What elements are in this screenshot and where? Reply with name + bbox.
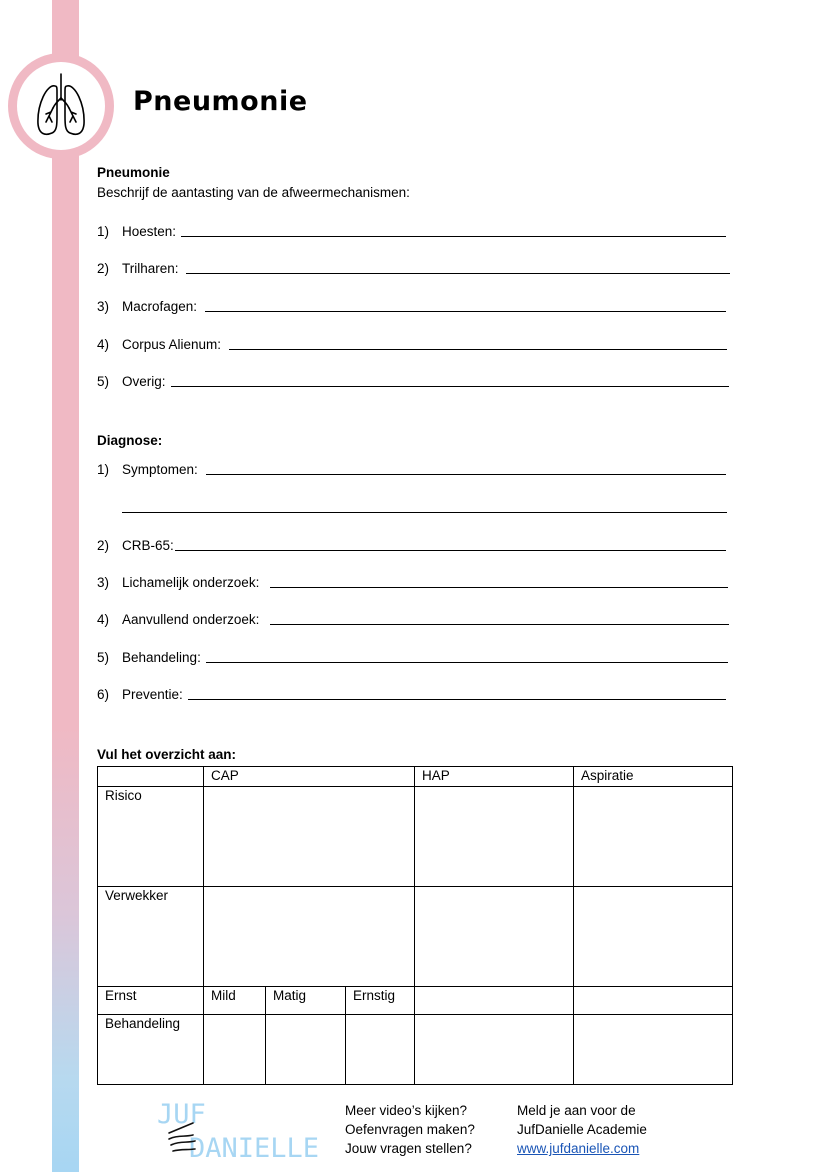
answer-line[interactable]: [206, 474, 726, 475]
item-label: Corpus Alienum:: [122, 337, 222, 352]
item-label: Preventie:: [122, 687, 183, 702]
footer-text: Oefenvragen maken?: [345, 1122, 475, 1137]
severity-mild: Mild: [204, 987, 266, 1015]
item-label: Macrofagen:: [122, 299, 198, 314]
website-link[interactable]: www.jufdanielle.com: [517, 1141, 640, 1156]
column-header-hap: HAP: [415, 767, 574, 787]
row-header-risico: Risico: [98, 787, 204, 887]
table-row: [98, 887, 733, 987]
answer-line[interactable]: [270, 624, 729, 625]
severity-matig: Matig: [266, 987, 346, 1015]
item-label: Hoesten:: [122, 224, 177, 239]
overview-table: [97, 766, 733, 1085]
item-label: Behandeling:: [122, 650, 201, 665]
severity-ernstig: Ernstig: [346, 987, 415, 1015]
answer-line[interactable]: [171, 386, 729, 387]
footer-text: Meld je aan voor de: [517, 1103, 636, 1118]
item-label: Trilharen:: [122, 261, 179, 276]
column-header-aspiratie: Aspiratie: [574, 767, 733, 787]
answer-cell[interactable]: [415, 887, 574, 987]
answer-line[interactable]: [229, 349, 727, 350]
table-row: [98, 1015, 733, 1085]
item-number: 3): [97, 575, 110, 590]
answer-cell[interactable]: [346, 1015, 415, 1085]
item-label: Aanvullend onderzoek:: [122, 612, 260, 627]
answer-cell[interactable]: [266, 1015, 346, 1085]
footer-text: JufDanielle Academie: [517, 1122, 647, 1137]
item-number: 2): [97, 261, 110, 276]
answer-cell[interactable]: [574, 787, 733, 887]
answer-line[interactable]: [175, 550, 726, 551]
answer-cell[interactable]: [415, 1015, 574, 1085]
item-label: CRB-65:: [122, 538, 174, 553]
footer-text: Jouw vragen stellen?: [345, 1141, 472, 1156]
item-number: 6): [97, 687, 110, 702]
jufdanielle-logo: [157, 1095, 322, 1161]
table-header-row: [98, 767, 733, 787]
item-number: 5): [97, 650, 110, 665]
item-number: 4): [97, 612, 110, 627]
answer-cell[interactable]: [204, 1015, 266, 1085]
header-emblem: [8, 53, 114, 159]
item-number: 4): [97, 337, 110, 352]
answer-line[interactable]: [205, 311, 726, 312]
logo-text-juf: JUF: [157, 1099, 206, 1130]
decorative-side-band: [52, 0, 79, 1172]
answer-line[interactable]: [206, 662, 728, 663]
answer-cell[interactable]: [204, 887, 415, 987]
answer-cell[interactable]: [574, 987, 733, 1015]
item-number: 1): [97, 462, 110, 477]
item-label: Symptomen:: [122, 462, 198, 477]
answer-cell[interactable]: [415, 987, 574, 1015]
table-row: [98, 787, 733, 887]
section-title: Pneumonie: [97, 165, 170, 180]
header-cell-empty: [98, 767, 204, 787]
lungs-icon: [33, 70, 89, 142]
page-title: Pneumonie: [133, 86, 308, 117]
item-number: 5): [97, 374, 110, 389]
section-title: Diagnose:: [97, 433, 163, 448]
answer-cell[interactable]: [204, 787, 415, 887]
item-label: Lichamelijk onderzoek:: [122, 575, 260, 590]
answer-line[interactable]: [186, 273, 730, 274]
row-header-verwekker: Verwekker: [98, 887, 204, 987]
section-title: Vul het overzicht aan:: [97, 747, 237, 762]
item-label: Overig:: [122, 374, 166, 389]
item-number: 2): [97, 538, 110, 553]
row-header-ernst: Ernst: [98, 987, 204, 1015]
item-number: 1): [97, 224, 110, 239]
answer-line[interactable]: [122, 512, 727, 513]
answer-cell[interactable]: [574, 1015, 733, 1085]
table-row: [98, 987, 733, 1015]
answer-cell[interactable]: [415, 787, 574, 887]
answer-cell[interactable]: [574, 887, 733, 987]
section-intro: Beschrijf de aantasting van de afweermechanismen:: [97, 185, 410, 200]
answer-line[interactable]: [270, 587, 728, 588]
footer-text: Meer video’s kijken?: [345, 1103, 468, 1118]
answer-line[interactable]: [181, 236, 726, 237]
column-header-cap: CAP: [204, 767, 415, 787]
row-header-behandeling: Behandeling: [98, 1015, 204, 1085]
item-number: 3): [97, 299, 110, 314]
answer-line[interactable]: [188, 699, 726, 700]
logo-text-danielle: DANIELLE: [189, 1133, 320, 1161]
